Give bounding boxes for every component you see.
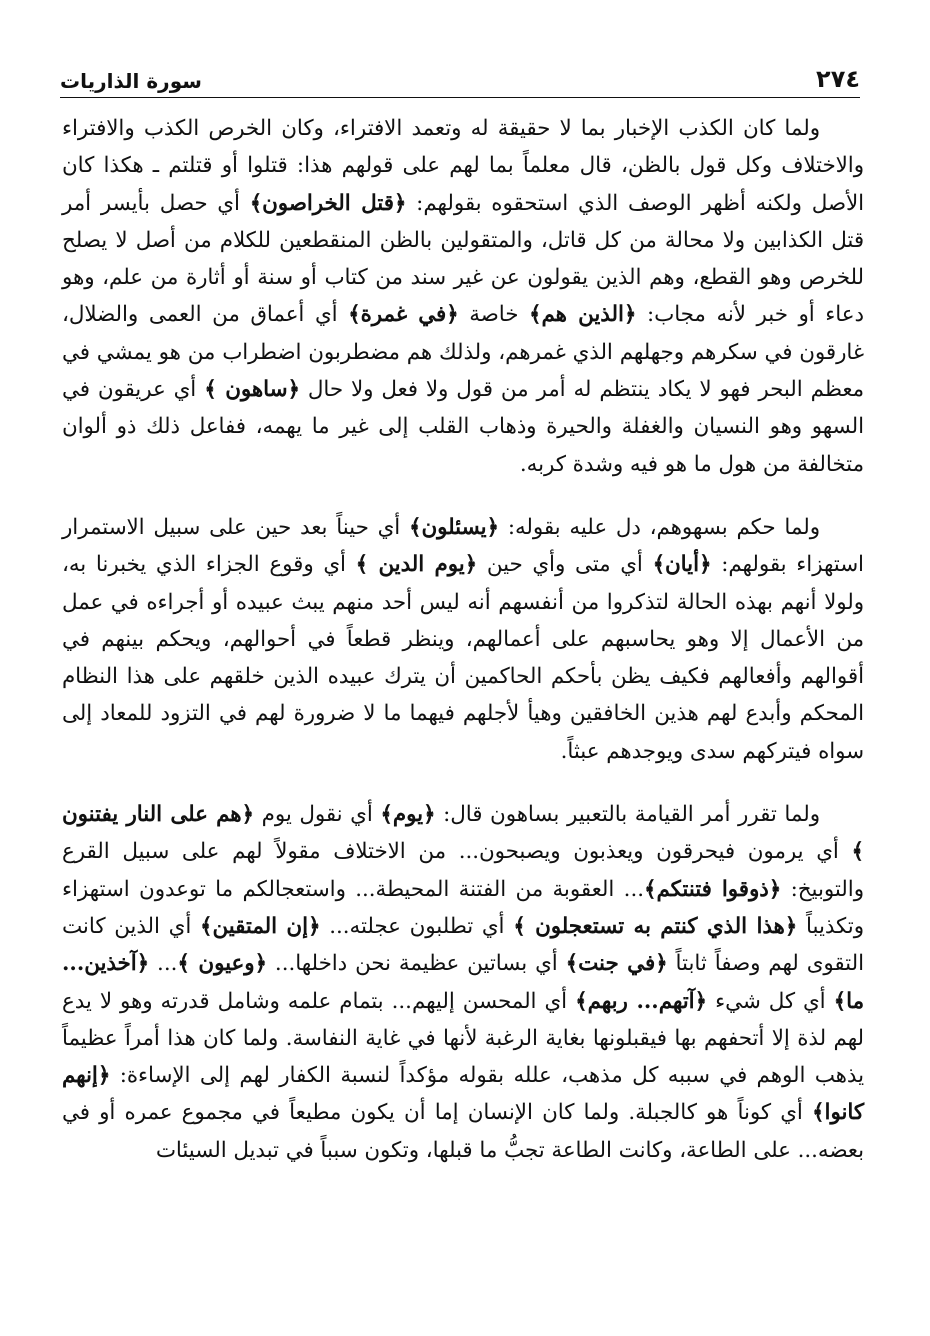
quran-quote: ﴿ذوقوا فتنتكم﴾ bbox=[643, 876, 782, 902]
page-number: ٢٧٤ bbox=[816, 65, 860, 93]
commentary-text: أي أعماق من العمى والضلال، غارقون في سكرهم وجهلهم الذي غمرهم، ولذلك هم مضطربون اضطراب من هو يمشي في معظم البحر فهو لا يكاد ينتظم له أمر من قول ولا فعل ولا حال bbox=[62, 302, 864, 403]
commentary-text: أي عريقون في السهو وهو النسيان والغفلة والحيرة وذهاب القلب إلى غير ما يهمه، ففاعل ذلك ذو ألوان متخالفة من هول ما هو فيه وشدة كربه. bbox=[62, 377, 864, 477]
quran-quote: ﴿أيان﴾ bbox=[652, 552, 712, 578]
commentary-text: أي تطلبون عجلته... bbox=[320, 913, 514, 939]
quran-quote: ﴿هذا الذي كنتم به تستعجلون ﴾ bbox=[513, 913, 798, 939]
quran-quote: ﴿في غمرة﴾ bbox=[348, 302, 459, 328]
quran-quote: ﴿ساهون ﴾ bbox=[204, 377, 300, 403]
commentary-text: أي حصل بأيسر أمر قتل الكذابين ولا محالة من كل قاتل، والمتقولين بالظن المنقطعين للكلام من أصل لا يصلح للخرص وهو القطع، وهم الذين يقولون عن غير سند من كتاب أو سنة أو أثارة من علم، وهو دعاء أو خبر لأنه مجاب: bbox=[62, 190, 864, 328]
surah-title: سورة الذاريات bbox=[60, 69, 202, 93]
quran-quote: ﴿الذين هم﴾ bbox=[529, 302, 637, 328]
quran-quote: ﴿آتهم... ربهم﴾ bbox=[575, 988, 708, 1014]
commentary-text: ... bbox=[149, 951, 178, 977]
paragraph bbox=[62, 796, 864, 1169]
quran-quote: ﴿يوم الدين ﴾ bbox=[355, 552, 478, 578]
quran-quote: ﴿إنهم كانوا﴾ bbox=[62, 1063, 864, 1126]
running-header bbox=[60, 58, 860, 98]
quran-quote: ﴿آخذين... ما﴾ bbox=[62, 951, 865, 1014]
commentary-text: أي متى وأي حين bbox=[477, 552, 653, 578]
commentary-text: أي كل شيء bbox=[707, 988, 834, 1014]
quran-quote: ﴿وعيون ﴾ bbox=[177, 951, 267, 977]
paragraph bbox=[62, 509, 864, 770]
quran-quote: ﴿قتل الخراصون﴾ bbox=[249, 190, 407, 216]
commentary-text: أي حيناً بعد حين على سبيل الاستمرار استهزاء بقولهم: bbox=[62, 514, 864, 578]
quran-quote: ﴿في جنت﴾ bbox=[565, 951, 668, 977]
body-text bbox=[62, 110, 864, 1169]
commentary-text: خاصة bbox=[458, 302, 530, 328]
paragraph bbox=[62, 110, 864, 483]
quran-quote: ﴿هم على النار يفتنون ﴾ bbox=[62, 802, 864, 865]
commentary-text: أي بساتين عظيمة نحن داخلها... bbox=[266, 951, 566, 977]
commentary-text: ... العقوبة من الفتنة المحيطة... واستعجالكم ما توعدون استهزاء وتكذيباً bbox=[62, 876, 865, 939]
commentary-text: ولما تقرر أمر القيامة بالتعبير بساهون قال: bbox=[435, 802, 820, 828]
quran-quote: ﴿إن المتقين﴾ bbox=[200, 913, 321, 939]
commentary-text: أي الذين كانت التقوى لهم وصفاً ثابتاً bbox=[62, 913, 864, 977]
commentary-text: ولما حكم بسهوهم، دل عليه بقوله: bbox=[499, 514, 820, 540]
commentary-text: ولما كان الكذب الإخبار بما لا حقيقة له وتعمد الافتراء، وكان الخرص الكذب والافتراء والاختلاف وكل قول بالظن، قال معلماً بما لهم على قولهم هذا: قتلوا أو قتلتم ـ هكذا كان الأصل ولكنه أظهر الوصف الذي استحقوه بقولهم: bbox=[62, 116, 865, 216]
commentary-text: أي وقوع الجزاء الذي يخبرنا به، ولولا أنهم بهذه الحالة لتذكروا من أنفسهم أنه ليس أحد منهم يبث عبيده أو أجراءه في عمل من الأعمال إلا وهو يحاسبهم على أعمالهم، وينظر قطعاً في أحوالهم، ويحكم بينهم في أقوالهم وأفعالهم فكيف يظن بأحكم الحاكمين أن يترك عبيده الذين خلقهم على هذا النظام المحكم وأبدع لهم هذين الخافقين وهيأ لأجلهم فيهما ما لا ضرورة لهم في التزود للمعاد إلى سواه فيتركهم سدى ويوجدهم عبثاً. bbox=[62, 552, 864, 764]
commentary-text: أي المحسن إليهم... بتمام علمه وشامل قدرته وهو لا يدع لهم لذة إلا أتحفهم بها فيقبلونها بغاية الرغبة لأنها في غاية النفاسة. ولما كان هذا أمراً عظيماً يذهب الوهم في سببه كل مذهب، علله بقوله مؤكداً لنسبة الكفار لهم إلى الإساءة: bbox=[62, 988, 864, 1089]
commentary-text: أي نقول يوم bbox=[254, 802, 381, 828]
commentary-text: أي كوناً هو كالجبلة. ولما كان الإنسان إما أن يكون مطيعاً في مجموع عمره أو في بعضه... على الطاعة، وكانت الطاعة تجبُّ ما قبلها، وتكون سبباً في تبديل السيئات bbox=[62, 1100, 864, 1163]
quran-quote: ﴿يوم﴾ bbox=[380, 802, 436, 828]
commentary-text: أي يرمون فيحرقون ويعذبون ويصبحون... من الاختلاف مقولاً لهم على سبيل القرع والتوبيخ: bbox=[62, 839, 865, 902]
quran-quote: ﴿يسئلون﴾ bbox=[408, 514, 499, 540]
